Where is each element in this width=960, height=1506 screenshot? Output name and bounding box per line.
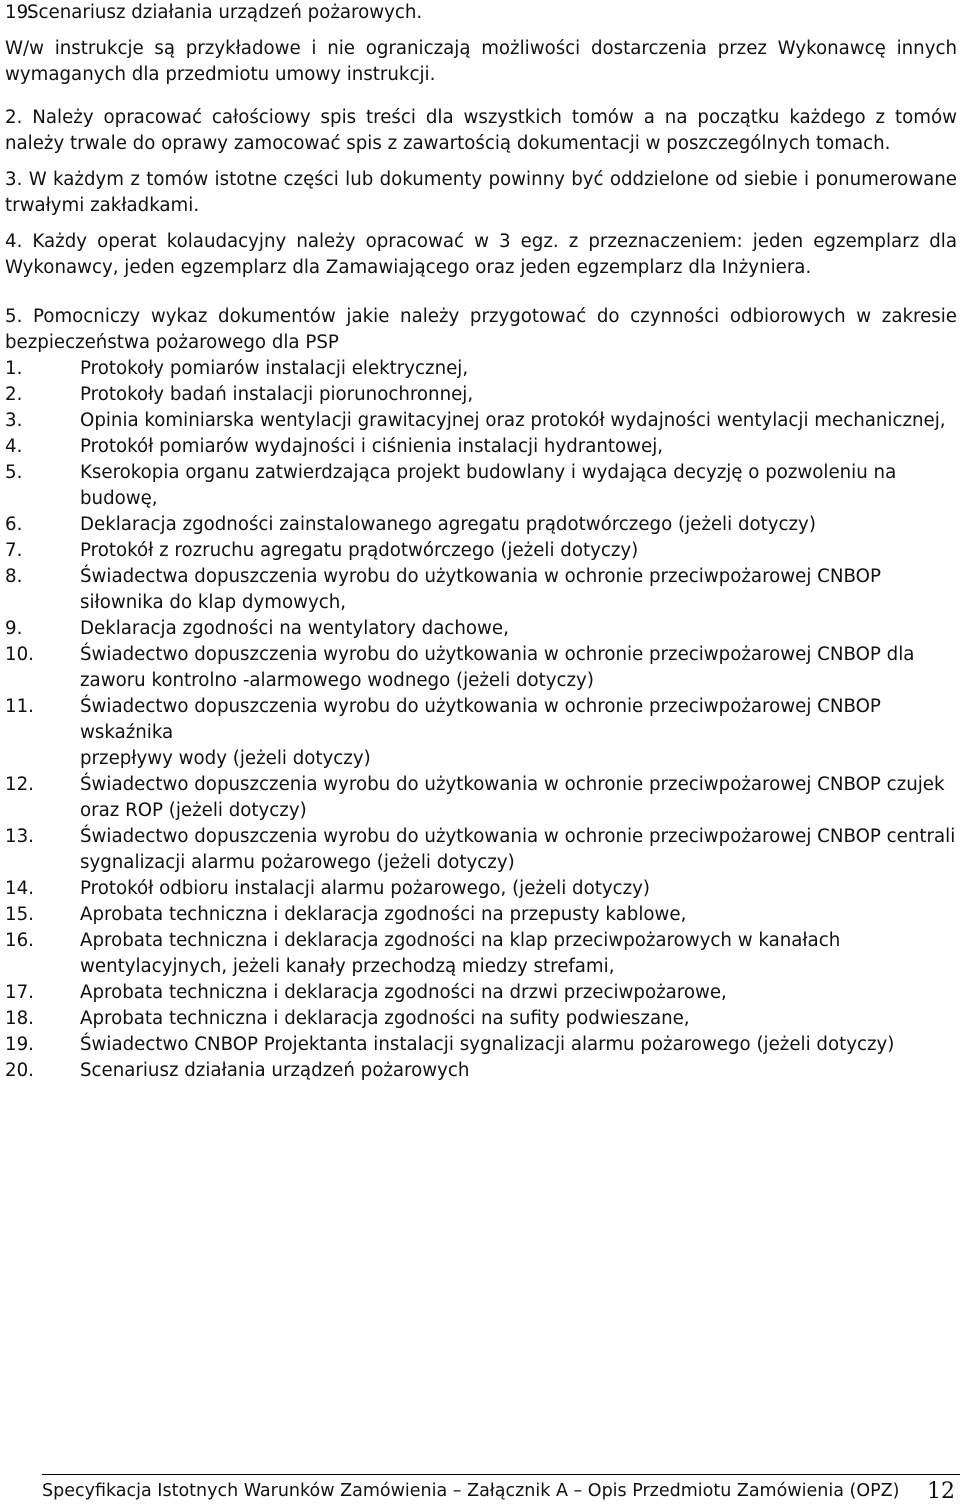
list-item: 13. Świadectwo dopuszczenia wyrobu do użytkowania w ochronie przeciwpożarowej CNBOP centrali sygnalizacji alarmu pożarowego (jeżeli dotyczy) [5,826,956,873]
list-item: 5. Kserokopia organu zatwierdzająca projekt budowlany i wydająca decyzję o pozwoleniu na budowę, [5,462,897,509]
section-title: Scenariusz działania urządzeń pożarowych. [27,2,423,23]
instruction-note: W/w instrukcje są przykładowe i nie ograniczają możliwości dostarczenia przez Wykonawcę innych wymaganych dla przedmiotu umowy instrukcji. [5,38,957,85]
point-number: 3. [5,169,23,190]
list-item: 8. Świadectwa dopuszczenia wyrobu do użytkowania w ochronie przeciwpożarowej CNBOP siłownika do klap dymowych, [5,566,881,613]
point-number: 2. [5,107,23,128]
section-19-heading [5,0,957,26]
list-item: 18. Aprobata techniczna i deklaracja zgodności na sufity podwieszane, [5,1008,690,1029]
list-item: 6. Deklaracja zgodności zainstalowanego agregatu prądotwórczego (jeżeli dotyczy) [5,514,816,535]
page-number: 12 [927,1479,955,1504]
point-2 [5,105,957,157]
point-text: Należy opracować całościowy spis treści dla wszystkich tomów a na początku każdego z tomów należy trwale do oprawy zamocować spis z zawartością dokumentacji w poszczególnych tomach. [5,107,957,154]
point-4 [5,229,957,281]
list-item: 20. Scenariusz działania urządzeń pożarowych [5,1060,470,1081]
list-item: 11. Świadectwo dopuszczenia wyrobu do użytkowania w ochronie przeciwpożarowej CNBOP wskaźnika przepływy wody (jeżeli dotyczy) [5,696,881,769]
documents-list [5,356,957,1084]
list-item: 1. Protokoły pomiarów instalacji elektrycznej, [5,358,469,379]
list-item: 14. Protokół odbioru instalacji alarmu pożarowego, (jeżeli dotyczy) [5,878,651,899]
point-number: 5. [5,306,23,327]
point-text: Każdy operat kolaudacyjny należy opracować w 3 egz. z przeznaczeniem: jeden egzemplarz dla Wykonawcy, jeden egzemplarz dla Zamawiającego oraz jeden egzemplarz dla Inżyniera. [5,231,957,278]
list-item: 16. Aprobata techniczna i deklaracja zgodności na klap przeciwpożarowych w kanałach wentylacyjnych, jeżeli kanały przechodzą miedzy strefami, [5,930,841,977]
point-5 [5,304,957,356]
list-item: 7. Protokół z rozruchu agregatu prądotwórczego (jeżeli dotyczy) [5,540,639,561]
point-text: Pomocniczy wykaz dokumentów jakie należy przygotować do czynności odbiorowych w zakresie bezpieczeństwa pożarowego dla PSP [5,306,957,353]
document-body [5,0,957,1084]
list-item: 4. Protokół pomiarów wydajności i ciśnienia instalacji hydrantowej, [5,436,664,457]
list-item: 19. Świadectwo CNBOP Projektanta instalacji sygnalizacji alarmu pożarowego (jeżeli dotyczy) [5,1034,895,1055]
page-footer [42,1474,960,1506]
point-3 [5,167,957,219]
list-item: 12. Świadectwo dopuszczenia wyrobu do użytkowania w ochronie przeciwpożarowej CNBOP czujek oraz ROP (jeżeli dotyczy) [5,774,945,821]
point-text: W każdym z tomów istotne części lub dokumenty powinny być oddzielone od siebie i ponumerowane trwałymi zakładkami. [5,169,957,216]
list-item: 10. Świadectwo dopuszczenia wyrobu do użytkowania w ochronie przeciwpożarowej CNBOP dla zaworu kontrolno -alarmowego wodnego (jeżeli dotyczy) [5,644,915,691]
list-item: 9. Deklaracja zgodności na wentylatory dachowe, [5,618,509,639]
section-number: 19. [5,2,34,23]
list-item: 17. Aprobata techniczna i deklaracja zgodności na drzwi przeciwpożarowe, [5,982,727,1003]
footer-text: Specyfikacja Istotnych Warunków Zamówienia – Załącznik A – Opis Przedmiotu Zamówienia (OPZ) [42,1480,900,1501]
list-item: 15. Aprobata techniczna i deklaracja zgodności na przepusty kablowe, [5,904,687,925]
list-item: 2. Protokoły badań instalacji piorunochronnej, [5,384,474,405]
list-item: 3. Opinia kominiarska wentylacji grawitacyjnej oraz protokół wydajności wentylacji mechanicznej, [5,410,946,431]
point-number: 4. [5,231,23,252]
